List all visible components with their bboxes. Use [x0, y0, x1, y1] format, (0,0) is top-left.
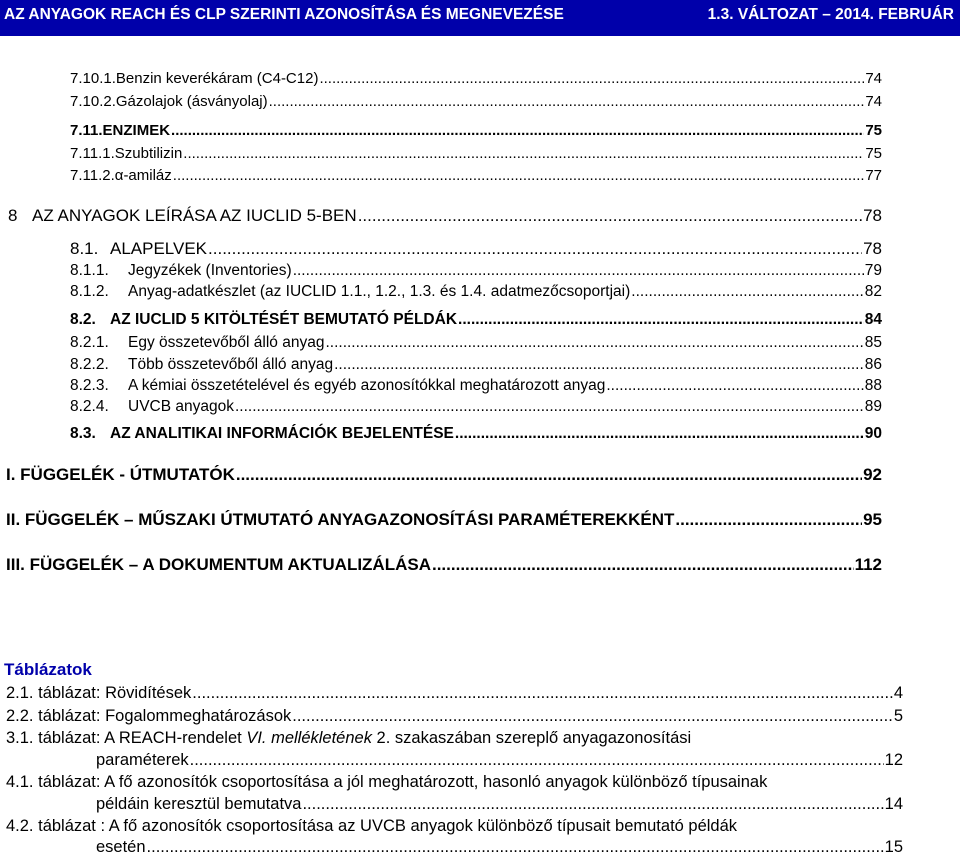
toc-page: 88 [864, 377, 882, 394]
toc-page: 78 [863, 239, 882, 258]
toc-leader [432, 555, 854, 575]
toc-leader [334, 356, 864, 374]
toc-label: II. FÜGGELÉK – MŰSZAKI ÚTMUTATÓ ANYAGAZONOSÍTÁSI PARAMÉTEREKKÉNT [6, 510, 675, 529]
toc-leader [292, 707, 893, 726]
table-list-entry-line1[interactable] [6, 817, 737, 836]
toc-leader [269, 93, 865, 110]
toc-entry[interactable] [8, 206, 882, 226]
table-list-entry-line2[interactable] [96, 751, 903, 770]
toc-label: ALAPELVEK [110, 239, 208, 258]
toc-page: 79 [864, 262, 882, 279]
table-entry-label-italic: VI. mellékletének [246, 729, 372, 747]
toc-leader [236, 465, 862, 485]
toc-page: 75 [865, 145, 882, 162]
toc-leader [631, 283, 863, 301]
toc-leader [183, 145, 864, 162]
toc-page: 74 [865, 70, 882, 87]
toc-page: 4 [893, 684, 903, 702]
toc-label: Szubtilizin [114, 145, 183, 162]
toc-leader [192, 684, 893, 703]
toc-entry[interactable] [70, 145, 882, 162]
toc-number: 8 [8, 206, 18, 225]
table-entry-label: 4.2. táblázat : A fő azonosítók csoportosítása az UVCB anyagok különböző típusait bemutató példák [6, 817, 738, 835]
toc-page: 84 [864, 311, 882, 328]
toc-label: AZ ANYAGOK LEÍRÁSA AZ IUCLID 5-BEN [32, 206, 357, 225]
table-list-entry[interactable] [6, 707, 903, 726]
toc-leader [147, 838, 884, 857]
toc-entry[interactable] [70, 398, 882, 416]
toc-appendix-entry[interactable] [6, 465, 882, 485]
toc-entry[interactable] [70, 122, 882, 139]
toc-label: Jegyzékek (Inventories) [128, 262, 292, 279]
toc-page: 78 [863, 206, 882, 225]
toc-leader [319, 70, 864, 87]
toc-label: Benzin keverékáram (C4-C12) [115, 70, 319, 87]
toc-leader [190, 751, 884, 770]
toc-page: 92 [863, 465, 882, 484]
toc-number: 8.2.4. [70, 398, 109, 415]
toc-page: 12 [884, 751, 903, 769]
toc-label: AZ ANALITIKAI INFORMÁCIÓK BEJELENTÉSE [110, 425, 454, 442]
toc-number: 7.11. [70, 122, 103, 139]
table-list-entry-line2[interactable] [96, 795, 903, 814]
toc-entry[interactable] [70, 70, 882, 87]
toc-leader [455, 425, 864, 443]
table-entry-label-cont: 2. szakaszában szereplő anyagazonosítási [371, 729, 692, 747]
toc-number: 7.10.2. [70, 93, 116, 110]
table-list-entry-line1[interactable] [6, 729, 691, 748]
toc-leader [358, 206, 862, 226]
toc-leader [675, 510, 862, 530]
toc-entry[interactable] [70, 167, 882, 184]
toc-page: 86 [864, 356, 882, 373]
toc-entry[interactable] [70, 262, 882, 280]
toc-label: α-amiláz [114, 167, 172, 184]
toc-label: I. FÜGGELÉK - ÚTMUTATÓK [6, 465, 235, 484]
toc-entry[interactable] [70, 283, 882, 301]
toc-page: 90 [864, 425, 882, 442]
toc-number: 8.2.1. [70, 334, 109, 351]
table-list-entry-line2[interactable] [96, 838, 903, 857]
toc-label: Anyag-adatkészlet (az IUCLID 1.1., 1.2., 1.3. és 1.4. adatmezőcsoportjai) [128, 283, 631, 300]
toc-entry[interactable] [70, 93, 882, 110]
toc-page: 75 [865, 122, 882, 139]
table-entry-label: paraméterek [96, 751, 189, 769]
toc-page: 85 [864, 334, 882, 351]
toc-page: 112 [854, 555, 882, 574]
toc-number: 7.11.2. [70, 167, 115, 184]
table-entry-label: 2.1. táblázat: Rövidítések [6, 684, 192, 702]
toc-leader [235, 398, 864, 416]
document-title: AZ ANYAGOK REACH ÉS CLP SZERINTI AZONOSÍTÁSA ÉS MEGNEVEZÉSE [4, 6, 564, 23]
toc-label: AZ IUCLID 5 KITÖLTÉSÉT BEMUTATÓ PÉLDÁK [110, 311, 458, 328]
table-entry-label: 4.1. táblázat: A fő azonosítók csoportosítása a jól meghatározott, hasonló anyagok különböző típusainak [6, 773, 768, 791]
document-version: 1.3. VÁLTOZAT – 2014. FEBRUÁR [707, 6, 954, 23]
toc-leader [458, 311, 864, 329]
toc-leader [171, 122, 864, 139]
toc-entry[interactable] [70, 311, 882, 329]
toc-label: Egy összetevőből álló anyag [128, 334, 325, 351]
toc-leader [325, 334, 863, 352]
toc-entry[interactable] [70, 425, 882, 443]
toc-page: 82 [864, 283, 882, 300]
toc-page: 77 [865, 167, 882, 184]
toc-label: UVCB anyagok [128, 398, 234, 415]
document-header [0, 0, 960, 36]
toc-number: 7.11.1. [70, 145, 115, 162]
toc-number: 8.2.3. [70, 377, 109, 394]
toc-leader [208, 239, 862, 259]
toc-entry[interactable] [70, 377, 882, 395]
toc-label: Több összetevőből álló anyag [128, 356, 334, 373]
toc-number: 8.1.2. [70, 283, 109, 300]
toc-page: 89 [864, 398, 882, 415]
toc-entry[interactable] [70, 356, 882, 374]
table-entry-label: 3.1. táblázat: A REACH-rendelet [6, 729, 247, 747]
toc-leader [173, 167, 865, 184]
table-list-entry[interactable] [6, 684, 903, 703]
toc-label: ENZIMEK [102, 122, 171, 139]
toc-label: A kémiai összetételével és egyéb azonosítókkal meghatározott anyag [128, 377, 606, 394]
toc-label: Gázolajok (ásványolaj) [115, 93, 268, 110]
toc-page: 5 [893, 707, 903, 725]
toc-number: 8.2.2. [70, 356, 109, 373]
toc-number: 8.3. [70, 425, 96, 442]
toc-leader [293, 262, 864, 280]
toc-appendix-entry[interactable] [6, 510, 882, 530]
toc-leader [606, 377, 863, 395]
toc-number: 7.10.1. [70, 70, 116, 87]
table-entry-label: példáin keresztül bemutatva [96, 795, 302, 813]
toc-number: 8.1.1. [70, 262, 109, 279]
toc-label: III. FÜGGELÉK – A DOKUMENTUM AKTUALIZÁLÁSA [6, 555, 431, 574]
toc-appendix-entry[interactable] [6, 555, 882, 575]
table-entry-label: esetén [96, 838, 146, 856]
toc-page: 14 [884, 795, 903, 813]
table-entry-label: 2.2. táblázat: Fogalommeghatározások [6, 707, 292, 725]
toc-number: 8.1. [70, 239, 99, 258]
toc-entry[interactable] [70, 334, 882, 352]
tables-heading: Táblázatok [4, 660, 92, 679]
toc-entry[interactable] [70, 239, 882, 259]
toc-page: 15 [884, 838, 903, 856]
toc-page: 74 [865, 93, 882, 110]
toc-leader [302, 795, 883, 814]
toc-page: 95 [863, 510, 882, 529]
toc-number: 8.2. [70, 311, 96, 328]
table-list-entry-line1[interactable] [6, 773, 767, 792]
